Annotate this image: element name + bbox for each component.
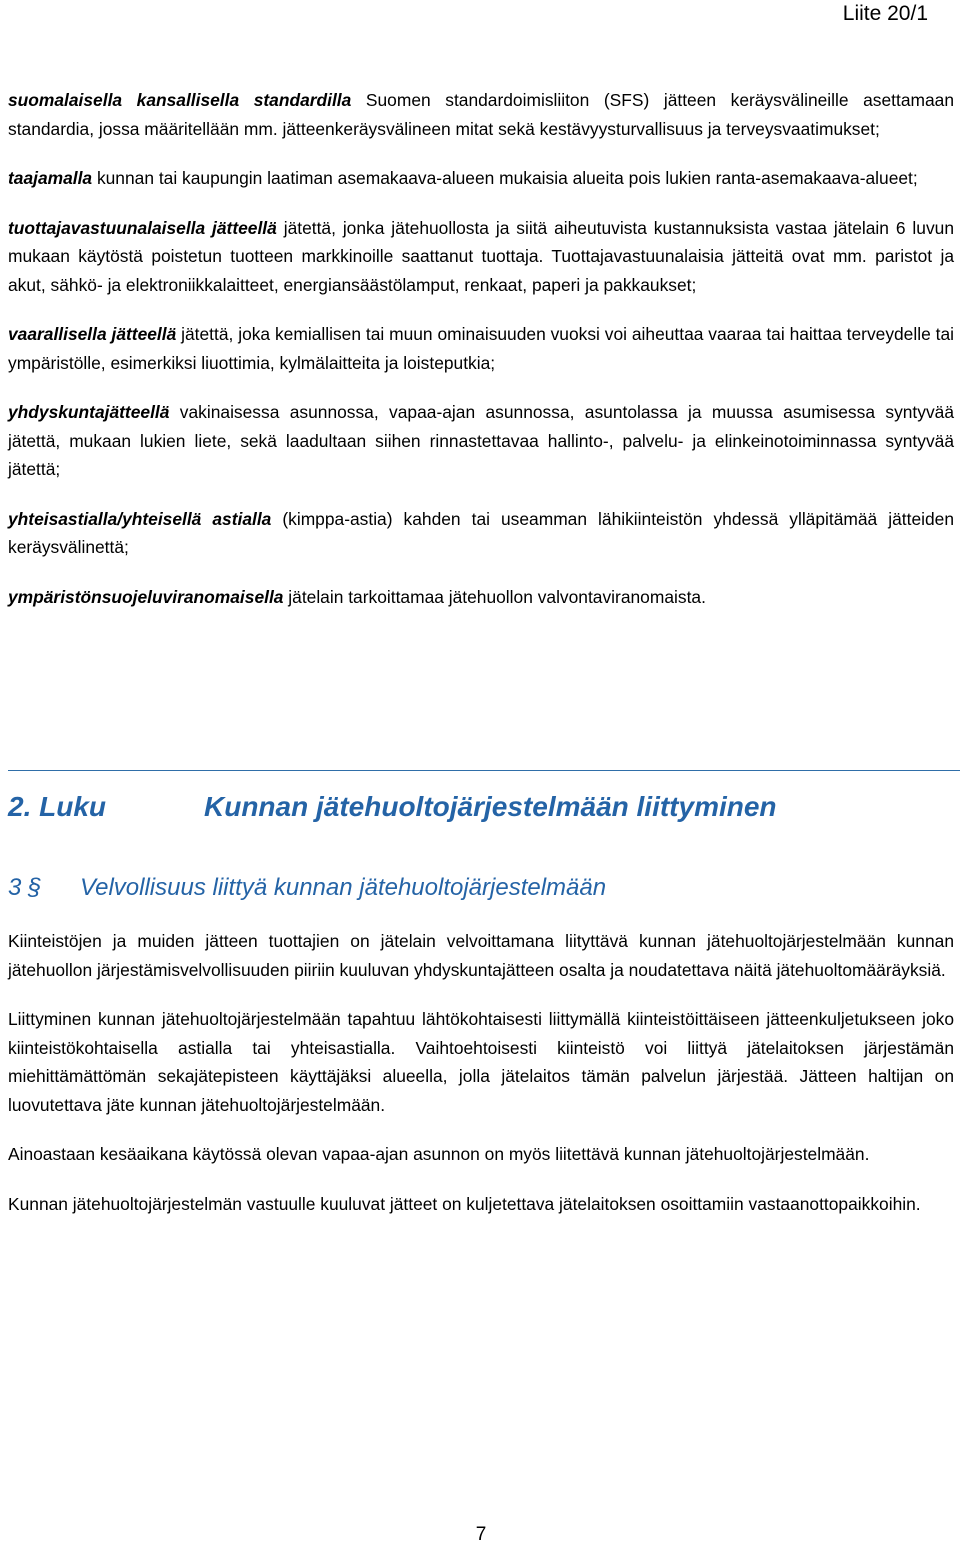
section-heading	[8, 871, 954, 905]
chapter-divider	[8, 770, 960, 771]
definition-term: yhteisastialla/yhteisellä astialla	[8, 508, 272, 529]
definition-text: vakinaisessa asunnossa, vapaa-ajan asunnossa, asuntolassa ja muussa asumisessa syntyvää jätettä, mukaan lukien liete, sekä laadultaan siihen rinnastettavaa hallinto-, palvelu- ja elinkeinotoiminnassa syntyvää jätettä;	[8, 402, 954, 479]
body-paragraph: Liittyminen kunnan jätehuoltojärjestelmään tapahtuu lähtökohtaisesti liittymällä kiinteistöittäiseen jätteenkuljetukseen joko kiinteistökohtaisella astialla tai yhteisastialla. Vaihtoehtoisesti kiinteistö voi liittyä jätelaitoksen järjestämän miehittämättömän sekajätepisteen käyttäjäksi alueella, jolla jätelaitos tämän palvelun järjestää. Jätteen haltijan on luovutettava jäte kunnan jätehuoltojärjestelmään.	[8, 1009, 954, 1115]
body-paragraph: Kiinteistöjen ja muiden jätteen tuottajien on jätelain velvoittamana liityttävä kunnan jätehuoltojärjestelmään kunnan jätehuollon järjestämisvelvollisuuden piiriin kuuluvan yhdyskuntajätteen osalta ja noudatettava näitä jätehuoltomääräyksiä.	[8, 931, 954, 980]
definition-term: taajamalla	[8, 168, 93, 188]
definition-text: jätettä, joka kemiallisen tai muun ominaisuuden vuoksi voi aiheuttaa vaaraa tai haittaa terveydelle tai ympäristölle, esimerkiksi liuottimia, kylmälaitteita ja loisteputkia;	[8, 324, 954, 373]
definition-term: suomalaisella kansallisella standardilla	[8, 90, 352, 110]
chapter-heading	[8, 788, 954, 826]
definition-item	[8, 320, 954, 377]
definition-item	[8, 505, 954, 562]
chapter-title: Kunnan jätehuoltojärjestelmään liittyminen	[204, 791, 777, 822]
section-number: 3 §	[8, 874, 42, 901]
definition-item	[8, 398, 954, 484]
section-title: Velvollisuus liittyä kunnan jätehuoltojärjestelmään	[80, 874, 607, 901]
definition-term: ympäristönsuojeluviranomaisella	[8, 586, 284, 607]
section-body	[8, 927, 954, 1239]
definition-item	[8, 86, 954, 143]
definition-term: tuottajavastuunalaisella jätteellä	[8, 217, 277, 238]
chapter-number: 2. Luku	[8, 791, 107, 822]
definition-item	[8, 583, 954, 612]
attachment-label: Liite 20/1	[842, 2, 928, 25]
page-number: 7	[475, 1524, 487, 1545]
definition-item	[8, 164, 954, 193]
definition-term: yhdyskuntajätteellä	[8, 402, 170, 422]
definition-text: jätelain tarkoittamaa jätehuollon valvontaviranomaista.	[283, 586, 706, 607]
definition-text: kunnan tai kaupungin laatiman asemakaava-alueen mukaisia alueita pois lukien ranta-asemakaava-alueet;	[92, 168, 918, 188]
definition-term: vaarallisella jätteellä	[8, 324, 177, 344]
definition-text: (kimppa-astia) kahden tai useamman lähikiinteistön yhdessä ylläpitämää jätteiden keräysvälinettä;	[8, 508, 954, 557]
definition-text: Suomen standardoimisliiton (SFS) jätteen keräysvälineille asettamaan standardia, jossa määritellään mm. jätteenkeräysvälineen mitat sekä kestävyysturvallisuus ja terveysvaatimukset;	[8, 90, 954, 139]
body-paragraph: Kunnan jätehuoltojärjestelmän vastuulle kuuluvat jätteet on kuljetettava jätelaitoksen osoittamiin vastaanottopaikkoihin.	[8, 1193, 921, 1214]
document-page	[8, 0, 954, 1549]
definition-item	[8, 214, 954, 300]
definition-text: jätettä, jonka jätehuollosta ja siitä aiheutuvista kustannuksista vastaa jätelain 6 luvun mukaan käytöstä poistetun tuotteen markkinoille saattanut tuottaja. Tuottajavastuunalaisia jätteitä ovat mm. paristot ja akut, sähkö- ja elektroniikkalaitteet, energiansäästölamput, renkaat, paperi ja pakkaukset;	[8, 217, 954, 295]
definitions-list	[8, 86, 954, 632]
body-paragraph: Ainoastaan kesäaikana käytössä olevan vapaa-ajan asunnon on myös liitettävä kunnan jätehuoltojärjestelmään.	[8, 1144, 870, 1164]
